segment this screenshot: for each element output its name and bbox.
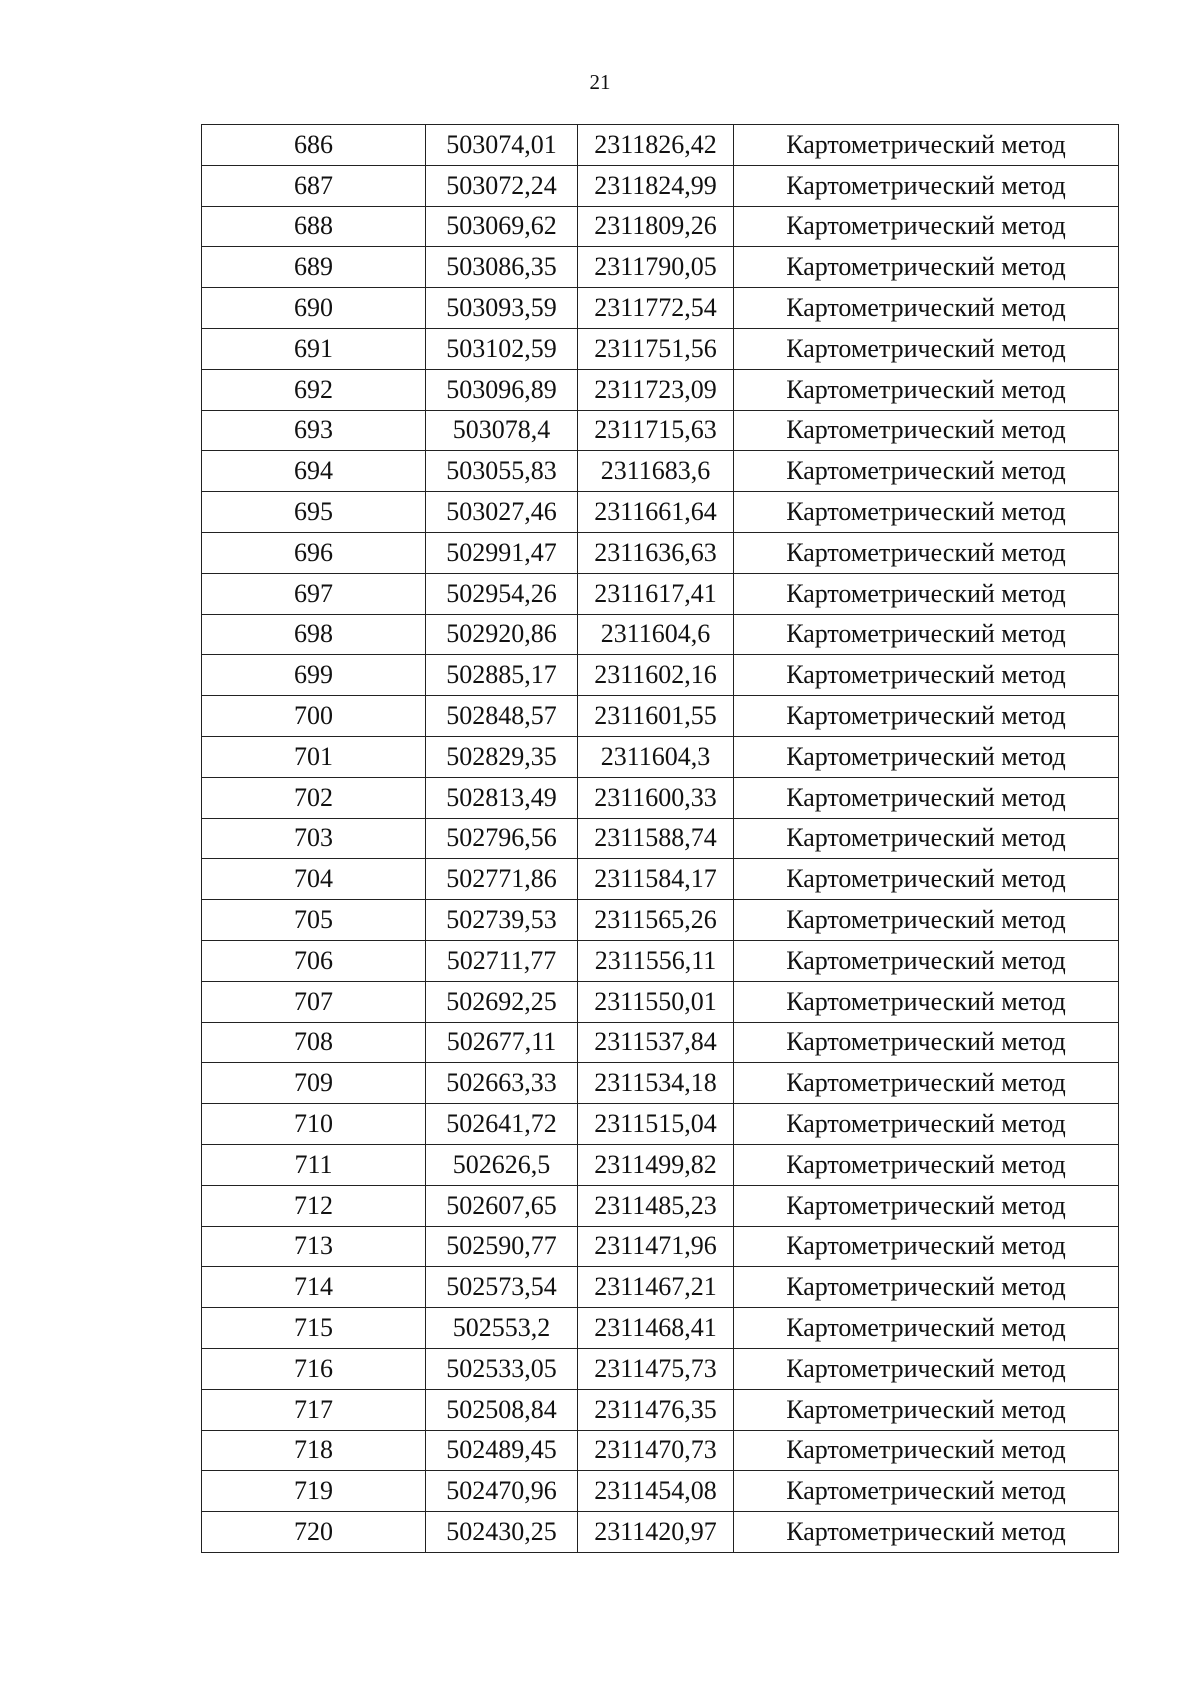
x-coordinate-cell: 502829,35 [426,736,578,777]
point-number-cell: 719 [202,1471,426,1512]
y-coordinate-cell: 2311824,99 [578,165,734,206]
point-number-cell: 700 [202,696,426,737]
method-cell: Картометрический метод [734,328,1119,369]
method-cell: Картометрический метод [734,777,1119,818]
table-row [202,859,1119,900]
method-cell: Картометрический метод [734,1144,1119,1185]
method-cell: Картометрический метод [734,900,1119,941]
x-coordinate-cell: 502885,17 [426,655,578,696]
y-coordinate-cell: 2311537,84 [578,1022,734,1063]
page-number: 21 [589,70,611,94]
y-coordinate-cell: 2311601,55 [578,696,734,737]
y-coordinate-cell: 2311475,73 [578,1348,734,1389]
point-number-cell: 703 [202,818,426,859]
x-coordinate-cell: 502954,26 [426,573,578,614]
x-coordinate-cell: 502711,77 [426,940,578,981]
table-row [202,1430,1119,1471]
table-row [202,1267,1119,1308]
x-coordinate-cell: 502920,86 [426,614,578,655]
y-coordinate-cell: 2311468,41 [578,1308,734,1349]
point-number-cell: 696 [202,532,426,573]
y-coordinate-cell: 2311534,18 [578,1063,734,1104]
x-coordinate-cell: 503102,59 [426,328,578,369]
method-cell: Картометрический метод [734,1348,1119,1389]
table-row [202,206,1119,247]
x-coordinate-cell: 502991,47 [426,532,578,573]
x-coordinate-cell: 503072,24 [426,165,578,206]
method-cell: Картометрический метод [734,1104,1119,1145]
table-row [202,125,1119,166]
method-cell: Картометрический метод [734,614,1119,655]
x-coordinate-cell: 503069,62 [426,206,578,247]
table-row [202,1226,1119,1267]
point-number-cell: 715 [202,1308,426,1349]
x-coordinate-cell: 502470,96 [426,1471,578,1512]
table-row [202,532,1119,573]
point-number-cell: 716 [202,1348,426,1389]
table-row [202,1063,1119,1104]
point-number-cell: 693 [202,410,426,451]
method-cell: Картометрический метод [734,492,1119,533]
point-number-cell: 713 [202,1226,426,1267]
table-row [202,573,1119,614]
x-coordinate-cell: 502573,54 [426,1267,578,1308]
x-coordinate-cell: 502813,49 [426,777,578,818]
y-coordinate-cell: 2311617,41 [578,573,734,614]
y-coordinate-cell: 2311588,74 [578,818,734,859]
method-cell: Картометрический метод [734,696,1119,737]
y-coordinate-cell: 2311751,56 [578,328,734,369]
point-number-cell: 698 [202,614,426,655]
y-coordinate-cell: 2311636,63 [578,532,734,573]
table-row [202,900,1119,941]
y-coordinate-cell: 2311790,05 [578,247,734,288]
x-coordinate-cell: 502641,72 [426,1104,578,1145]
y-coordinate-cell: 2311515,04 [578,1104,734,1145]
method-cell: Картометрический метод [734,573,1119,614]
table-row [202,1348,1119,1389]
x-coordinate-cell: 502553,2 [426,1308,578,1349]
x-coordinate-cell: 502626,5 [426,1144,578,1185]
y-coordinate-cell: 2311565,26 [578,900,734,941]
point-number-cell: 702 [202,777,426,818]
x-coordinate-cell: 503078,4 [426,410,578,451]
coordinates-table-body [202,125,1119,1553]
method-cell: Картометрический метод [734,247,1119,288]
x-coordinate-cell: 502663,33 [426,1063,578,1104]
point-number-cell: 689 [202,247,426,288]
method-cell: Картометрический метод [734,451,1119,492]
y-coordinate-cell: 2311723,09 [578,369,734,410]
table-row [202,328,1119,369]
table-row [202,981,1119,1022]
table-row [202,1144,1119,1185]
method-cell: Картометрический метод [734,655,1119,696]
coordinates-table [201,124,1119,1553]
method-cell: Картометрический метод [734,1226,1119,1267]
point-number-cell: 694 [202,451,426,492]
y-coordinate-cell: 2311809,26 [578,206,734,247]
x-coordinate-cell: 502848,57 [426,696,578,737]
point-number-cell: 706 [202,940,426,981]
y-coordinate-cell: 2311471,96 [578,1226,734,1267]
table-row [202,288,1119,329]
point-number-cell: 701 [202,736,426,777]
point-number-cell: 710 [202,1104,426,1145]
table-row [202,1308,1119,1349]
table-row [202,818,1119,859]
y-coordinate-cell: 2311683,6 [578,451,734,492]
method-cell: Картометрический метод [734,818,1119,859]
y-coordinate-cell: 2311772,54 [578,288,734,329]
x-coordinate-cell: 502508,84 [426,1389,578,1430]
point-number-cell: 687 [202,165,426,206]
x-coordinate-cell: 502796,56 [426,818,578,859]
method-cell: Картометрический метод [734,369,1119,410]
point-number-cell: 717 [202,1389,426,1430]
method-cell: Картометрический метод [734,1022,1119,1063]
method-cell: Картометрический метод [734,1185,1119,1226]
table-row [202,1022,1119,1063]
method-cell: Картометрический метод [734,1063,1119,1104]
method-cell: Картометрический метод [734,410,1119,451]
point-number-cell: 699 [202,655,426,696]
y-coordinate-cell: 2311715,63 [578,410,734,451]
method-cell: Картометрический метод [734,288,1119,329]
x-coordinate-cell: 503074,01 [426,125,578,166]
point-number-cell: 707 [202,981,426,1022]
y-coordinate-cell: 2311602,16 [578,655,734,696]
method-cell: Картометрический метод [734,859,1119,900]
x-coordinate-cell: 502607,65 [426,1185,578,1226]
y-coordinate-cell: 2311584,17 [578,859,734,900]
y-coordinate-cell: 2311499,82 [578,1144,734,1185]
table-row [202,1104,1119,1145]
method-cell: Картометрический метод [734,736,1119,777]
table-row [202,696,1119,737]
y-coordinate-cell: 2311467,21 [578,1267,734,1308]
x-coordinate-cell: 503093,59 [426,288,578,329]
x-coordinate-cell: 502739,53 [426,900,578,941]
table-row [202,1389,1119,1430]
x-coordinate-cell: 503055,83 [426,451,578,492]
y-coordinate-cell: 2311826,42 [578,125,734,166]
method-cell: Картометрический метод [734,1389,1119,1430]
table-row [202,1512,1119,1553]
x-coordinate-cell: 503027,46 [426,492,578,533]
point-number-cell: 691 [202,328,426,369]
table-row [202,655,1119,696]
method-cell: Картометрический метод [734,1471,1119,1512]
table-row [202,1471,1119,1512]
method-cell: Картометрический метод [734,532,1119,573]
y-coordinate-cell: 2311550,01 [578,981,734,1022]
y-coordinate-cell: 2311600,33 [578,777,734,818]
point-number-cell: 711 [202,1144,426,1185]
x-coordinate-cell: 502771,86 [426,859,578,900]
method-cell: Картометрический метод [734,940,1119,981]
y-coordinate-cell: 2311604,6 [578,614,734,655]
x-coordinate-cell: 502533,05 [426,1348,578,1389]
method-cell: Картометрический метод [734,981,1119,1022]
y-coordinate-cell: 2311454,08 [578,1471,734,1512]
point-number-cell: 714 [202,1267,426,1308]
x-coordinate-cell: 503086,35 [426,247,578,288]
table-row [202,940,1119,981]
y-coordinate-cell: 2311470,73 [578,1430,734,1471]
method-cell: Картометрический метод [734,1308,1119,1349]
table-row [202,736,1119,777]
y-coordinate-cell: 2311661,64 [578,492,734,533]
method-cell: Картометрический метод [734,1512,1119,1553]
point-number-cell: 709 [202,1063,426,1104]
x-coordinate-cell: 502677,11 [426,1022,578,1063]
point-number-cell: 718 [202,1430,426,1471]
y-coordinate-cell: 2311556,11 [578,940,734,981]
point-number-cell: 704 [202,859,426,900]
method-cell: Картометрический метод [734,1267,1119,1308]
method-cell: Картометрический метод [734,1430,1119,1471]
point-number-cell: 705 [202,900,426,941]
table-row [202,777,1119,818]
point-number-cell: 708 [202,1022,426,1063]
x-coordinate-cell: 502430,25 [426,1512,578,1553]
y-coordinate-cell: 2311420,97 [578,1512,734,1553]
point-number-cell: 686 [202,125,426,166]
point-number-cell: 692 [202,369,426,410]
x-coordinate-cell: 502692,25 [426,981,578,1022]
table-row [202,451,1119,492]
method-cell: Картометрический метод [734,125,1119,166]
point-number-cell: 695 [202,492,426,533]
method-cell: Картометрический метод [734,165,1119,206]
table-row [202,614,1119,655]
point-number-cell: 720 [202,1512,426,1553]
point-number-cell: 690 [202,288,426,329]
table-row [202,492,1119,533]
table-row [202,369,1119,410]
table-row [202,410,1119,451]
point-number-cell: 688 [202,206,426,247]
y-coordinate-cell: 2311485,23 [578,1185,734,1226]
table-row [202,247,1119,288]
point-number-cell: 712 [202,1185,426,1226]
x-coordinate-cell: 502590,77 [426,1226,578,1267]
method-cell: Картометрический метод [734,206,1119,247]
x-coordinate-cell: 502489,45 [426,1430,578,1471]
table-row [202,1185,1119,1226]
table-row [202,165,1119,206]
point-number-cell: 697 [202,573,426,614]
x-coordinate-cell: 503096,89 [426,369,578,410]
y-coordinate-cell: 2311476,35 [578,1389,734,1430]
y-coordinate-cell: 2311604,3 [578,736,734,777]
